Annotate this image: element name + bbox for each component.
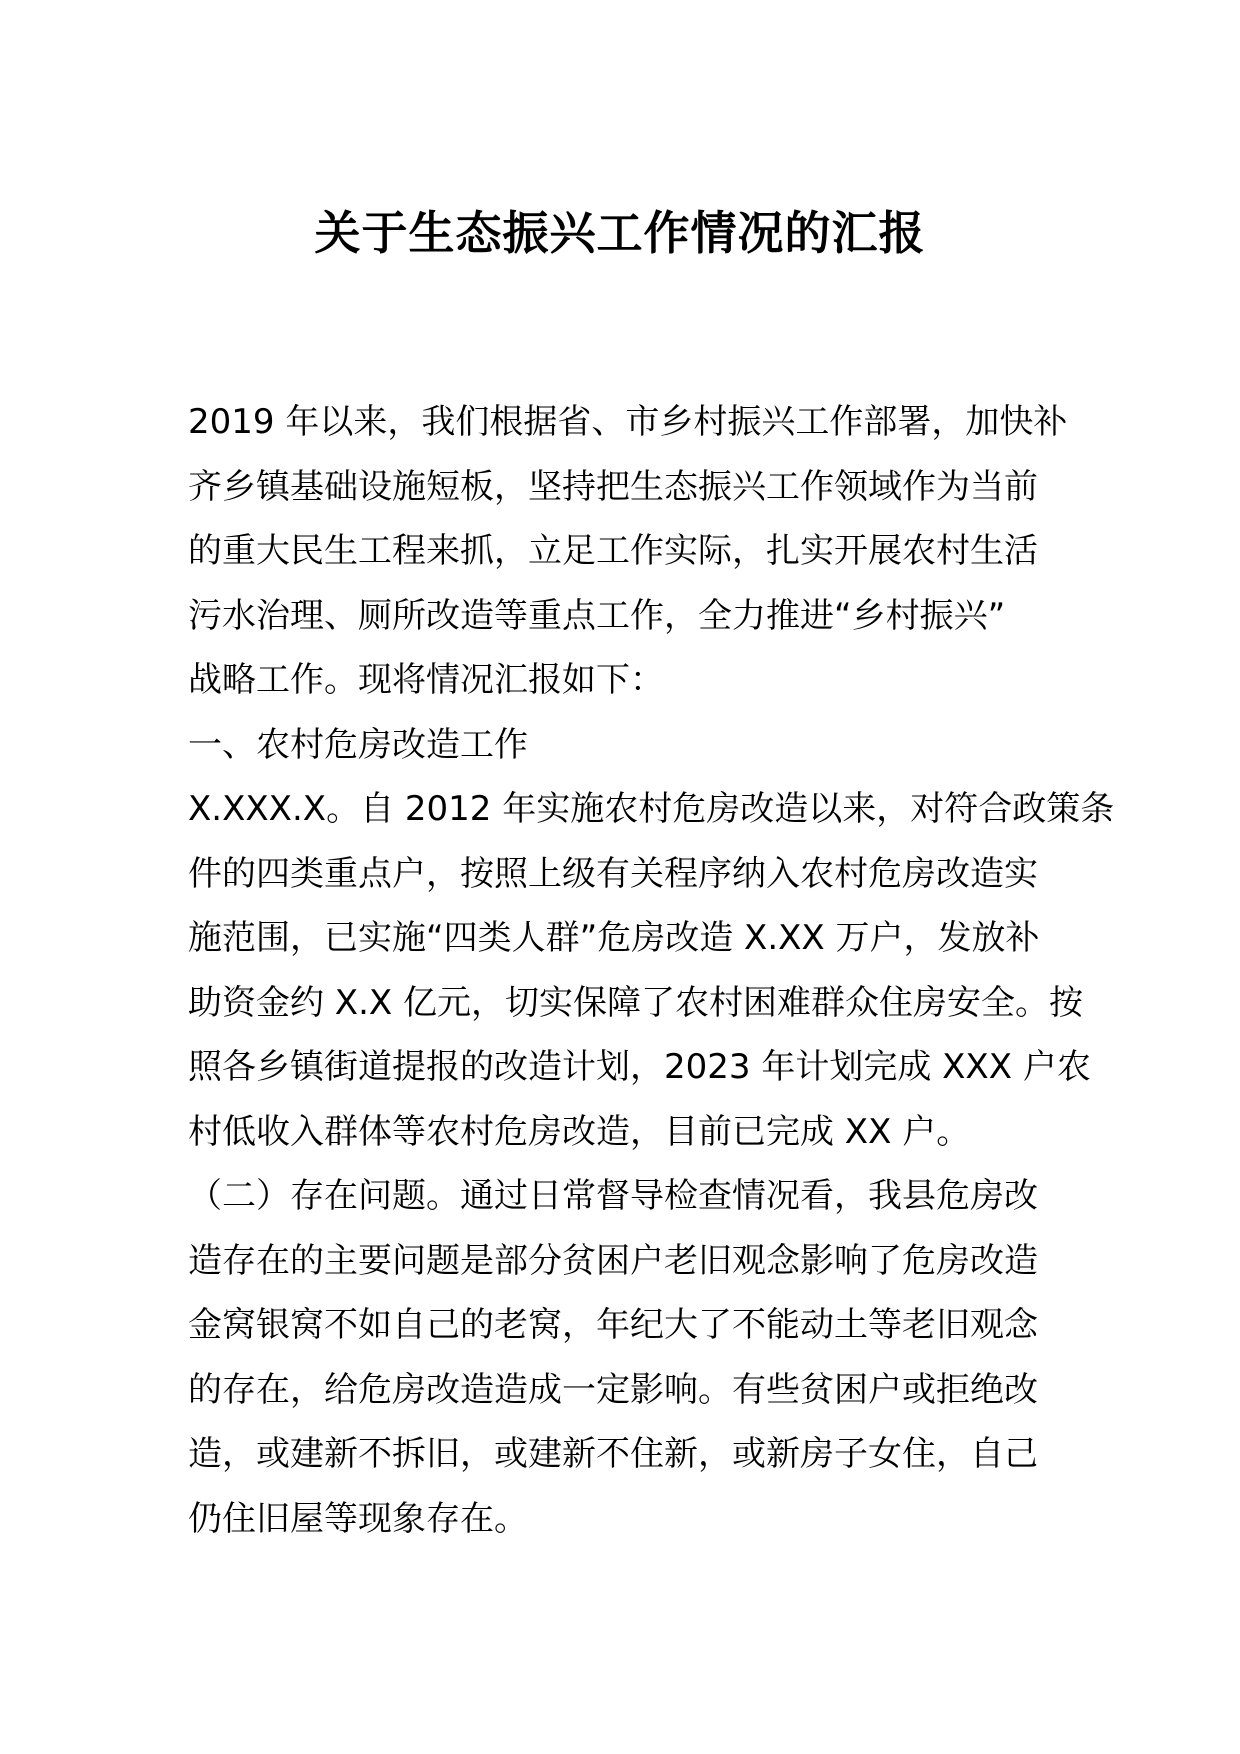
body-line-problems-6: 仍住旧屋等现象存在。: [188, 1498, 528, 1539]
body-line-section1-4: 助资金约 X.X 亿元，切实保障了农村困难群众住房安全。按: [188, 982, 1084, 1023]
body-line-intro-4: 污水治理、厕所改造等重点工作，全力推进“乡村振兴”: [188, 595, 1006, 636]
body-line-problems-3: 金窝银窝不如自己的老窝，年纪大了不能动土等老旧观念: [188, 1305, 1038, 1345]
document-title: 关于生态振兴工作情况的汇报: [314, 206, 926, 260]
body-line-problems-2: 造存在的主要问题是部分贫困户老旧观念影响了危房改造: [188, 1240, 1038, 1281]
body-line-problems-5: 造，或建新不拆旧，或建新不住新，或新房子女住，自己: [188, 1434, 1038, 1474]
body-line-section1-5: 照各乡镇街道提报的改造计划，2023 年计划完成 XXX 户农: [188, 1047, 1091, 1087]
body-line-problems-1: （二）存在问题。通过日常督导检查情况看，我县危房改: [188, 1176, 1038, 1216]
body-line-section1-1: X.XXX.X。自 2012 年实施农村危房改造以来，对符合政策条: [188, 789, 1115, 829]
body-line-intro-5: 战略工作。现将情况汇报如下：: [188, 660, 664, 700]
body-line-intro-3: 的重大民生工程来抓，立足工作实际，扎实开展农村生活: [188, 531, 1038, 571]
body-line-intro-2: 齐乡镇基础设施短板，坚持把生态振兴工作领域作为当前: [188, 466, 1038, 507]
body-line-section1-6: 村低收入群体等农村危房改造，目前已完成 XX 户。: [188, 1111, 971, 1152]
body-line-section1-2: 件的四类重点户，按照上级有关程序纳入农村危房改造实: [188, 853, 1038, 894]
document-body: [188, 390, 1115, 1551]
body-line-intro-1: 2019 年以来，我们根据省、市乡村振兴工作部署，加快补: [188, 402, 1068, 442]
body-line-problems-4: 的存在，给危房改造造成一定影响。有些贫困户或拒绝改: [188, 1369, 1038, 1410]
body-line-section1-3: 施范围，已实施“四类人群”危房改造 X.XX 万户，发放补: [188, 918, 1040, 958]
section-heading-1: 一、农村危房改造工作: [188, 724, 528, 765]
